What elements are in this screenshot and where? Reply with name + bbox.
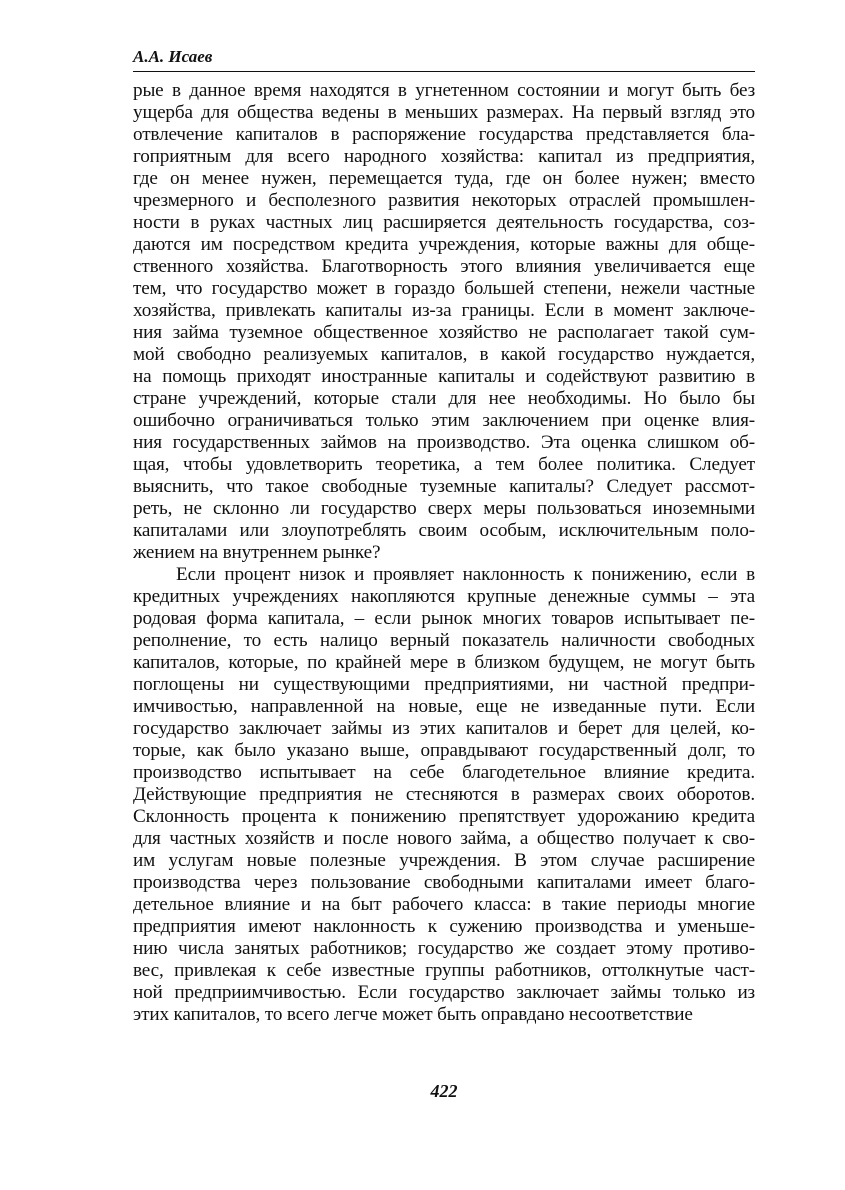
text-line: производства через пользование свободными капиталами имеет благо- (133, 872, 755, 893)
text-line: капиталов, которые, по крайней мере в близком будущем, не могут быть (133, 652, 755, 673)
text-line: тем, что государство может в гораздо большей степени, нежели частные (133, 278, 755, 299)
text-line: даются им посредством кредита учреждения, которые важны для обще- (133, 234, 755, 255)
text-line: ущерба для общества ведены в меньших размерах. На первый взгляд это (133, 102, 755, 123)
body-text (133, 80, 755, 1026)
text-line: чрезмерного и бесполезного развития некоторых отраслей промышлен- (133, 190, 755, 211)
text-line: щая, чтобы удовлетворить теоретика, а тем более политика. Следует (133, 454, 755, 475)
text-line: кредитных учреждениях накопляются крупные денежные суммы – эта (133, 586, 755, 607)
header-rule (133, 71, 755, 72)
text-line: рые в данное время находятся в угнетенном состоянии и могут быть без (133, 80, 755, 101)
text-line: им услугам новые полезные учреждения. В этом случае расширение (133, 850, 755, 871)
text-line: Если процент низок и проявляет наклонность к понижению, если в (176, 564, 755, 585)
text-line: выяснить, что такое свободные туземные капиталы? Следует рассмот- (133, 476, 755, 497)
text-line: торые, как было указано выше, оправдывают государственный долг, то (133, 740, 755, 761)
text-line: реполнение, то есть налицо верный показатель наличности свободных (133, 630, 755, 651)
text-line: отвлечение капиталов в распоряжение государства представляется бла- (133, 124, 755, 145)
text-line: детельное влияние и на быт рабочего класса: в такие периоды многие (133, 894, 755, 915)
text-line: стране учреждений, которые стали для нее необходимы. Но было бы (133, 388, 755, 409)
running-head-author: А.А. Исаев (133, 47, 213, 66)
text-line: государство заключает займы из этих капиталов и берет для целей, ко- (133, 718, 755, 739)
text-line: производство испытывает на себе благодетельное влияние кредита. (133, 762, 755, 783)
text-line: имчивостью, направленной на новые, еще не изведанные пути. Если (133, 696, 755, 717)
text-line: родовая форма капитала, – если рынок многих товаров испытывает пе- (133, 608, 755, 629)
paragraph (133, 564, 755, 1026)
text-line: жением на внутреннем рынке? (133, 542, 381, 563)
text-line: поглощены ни существующими предприятиями, ни частной предпри- (133, 674, 755, 695)
paragraph (133, 80, 755, 564)
text-line: нию числа занятых работников; государство же создает этому противо- (133, 938, 755, 959)
text-line: ственного хозяйства. Благотворность этого влияния увеличивается еще (133, 256, 755, 277)
page-number: 422 (430, 1081, 458, 1101)
text-line: предприятия имеют наклонность к сужению производства и уменьше- (133, 916, 755, 937)
text-line: где он менее нужен, перемещается туда, где он более нужен; вместо (133, 168, 755, 189)
text-line: этих капиталов, то всего легче может быть оправдано несоответствие (133, 1004, 693, 1025)
text-line: на помощь приходят иностранные капиталы и содействуют развитию в (133, 366, 755, 387)
text-line: гоприятным для всего народного хозяйства: капитал из предприятия, (133, 146, 755, 167)
text-line: Склонность процента к понижению препятствует удорожанию кредита (133, 806, 755, 827)
text-line: хозяйства, привлекать капиталы из-за границы. Если в момент заключе- (133, 300, 755, 321)
text-line: капиталами или злоупотреблять своим особым, исключительным поло- (133, 520, 755, 541)
text-line: ния государственных займов на производство. Эта оценка слишком об- (133, 432, 755, 453)
text-line: ошибочно ограничиваться только этим заключением при оценке влия- (133, 410, 755, 431)
text-line: ной предприимчивостью. Если государство заключает займы только из (133, 982, 755, 1003)
text-line: ности в руках частных лиц расширяется деятельность государства, соз- (133, 212, 755, 233)
text-line: ния займа туземное общественное хозяйство не располагает такой сум- (133, 322, 755, 343)
text-line: мой свободно реализуемых капиталов, в какой государство нуждается, (133, 344, 755, 365)
text-line: вес, привлекая к себе известные группы работников, оттолкнутые част- (133, 960, 755, 981)
text-line: реть, не склонно ли государство сверх меры пользоваться иноземными (133, 498, 755, 519)
text-line: Действующие предприятия не стесняются в размерах своих оборотов. (133, 784, 755, 805)
text-line: для частных хозяйств и после нового займа, а общество получает к сво- (133, 828, 755, 849)
